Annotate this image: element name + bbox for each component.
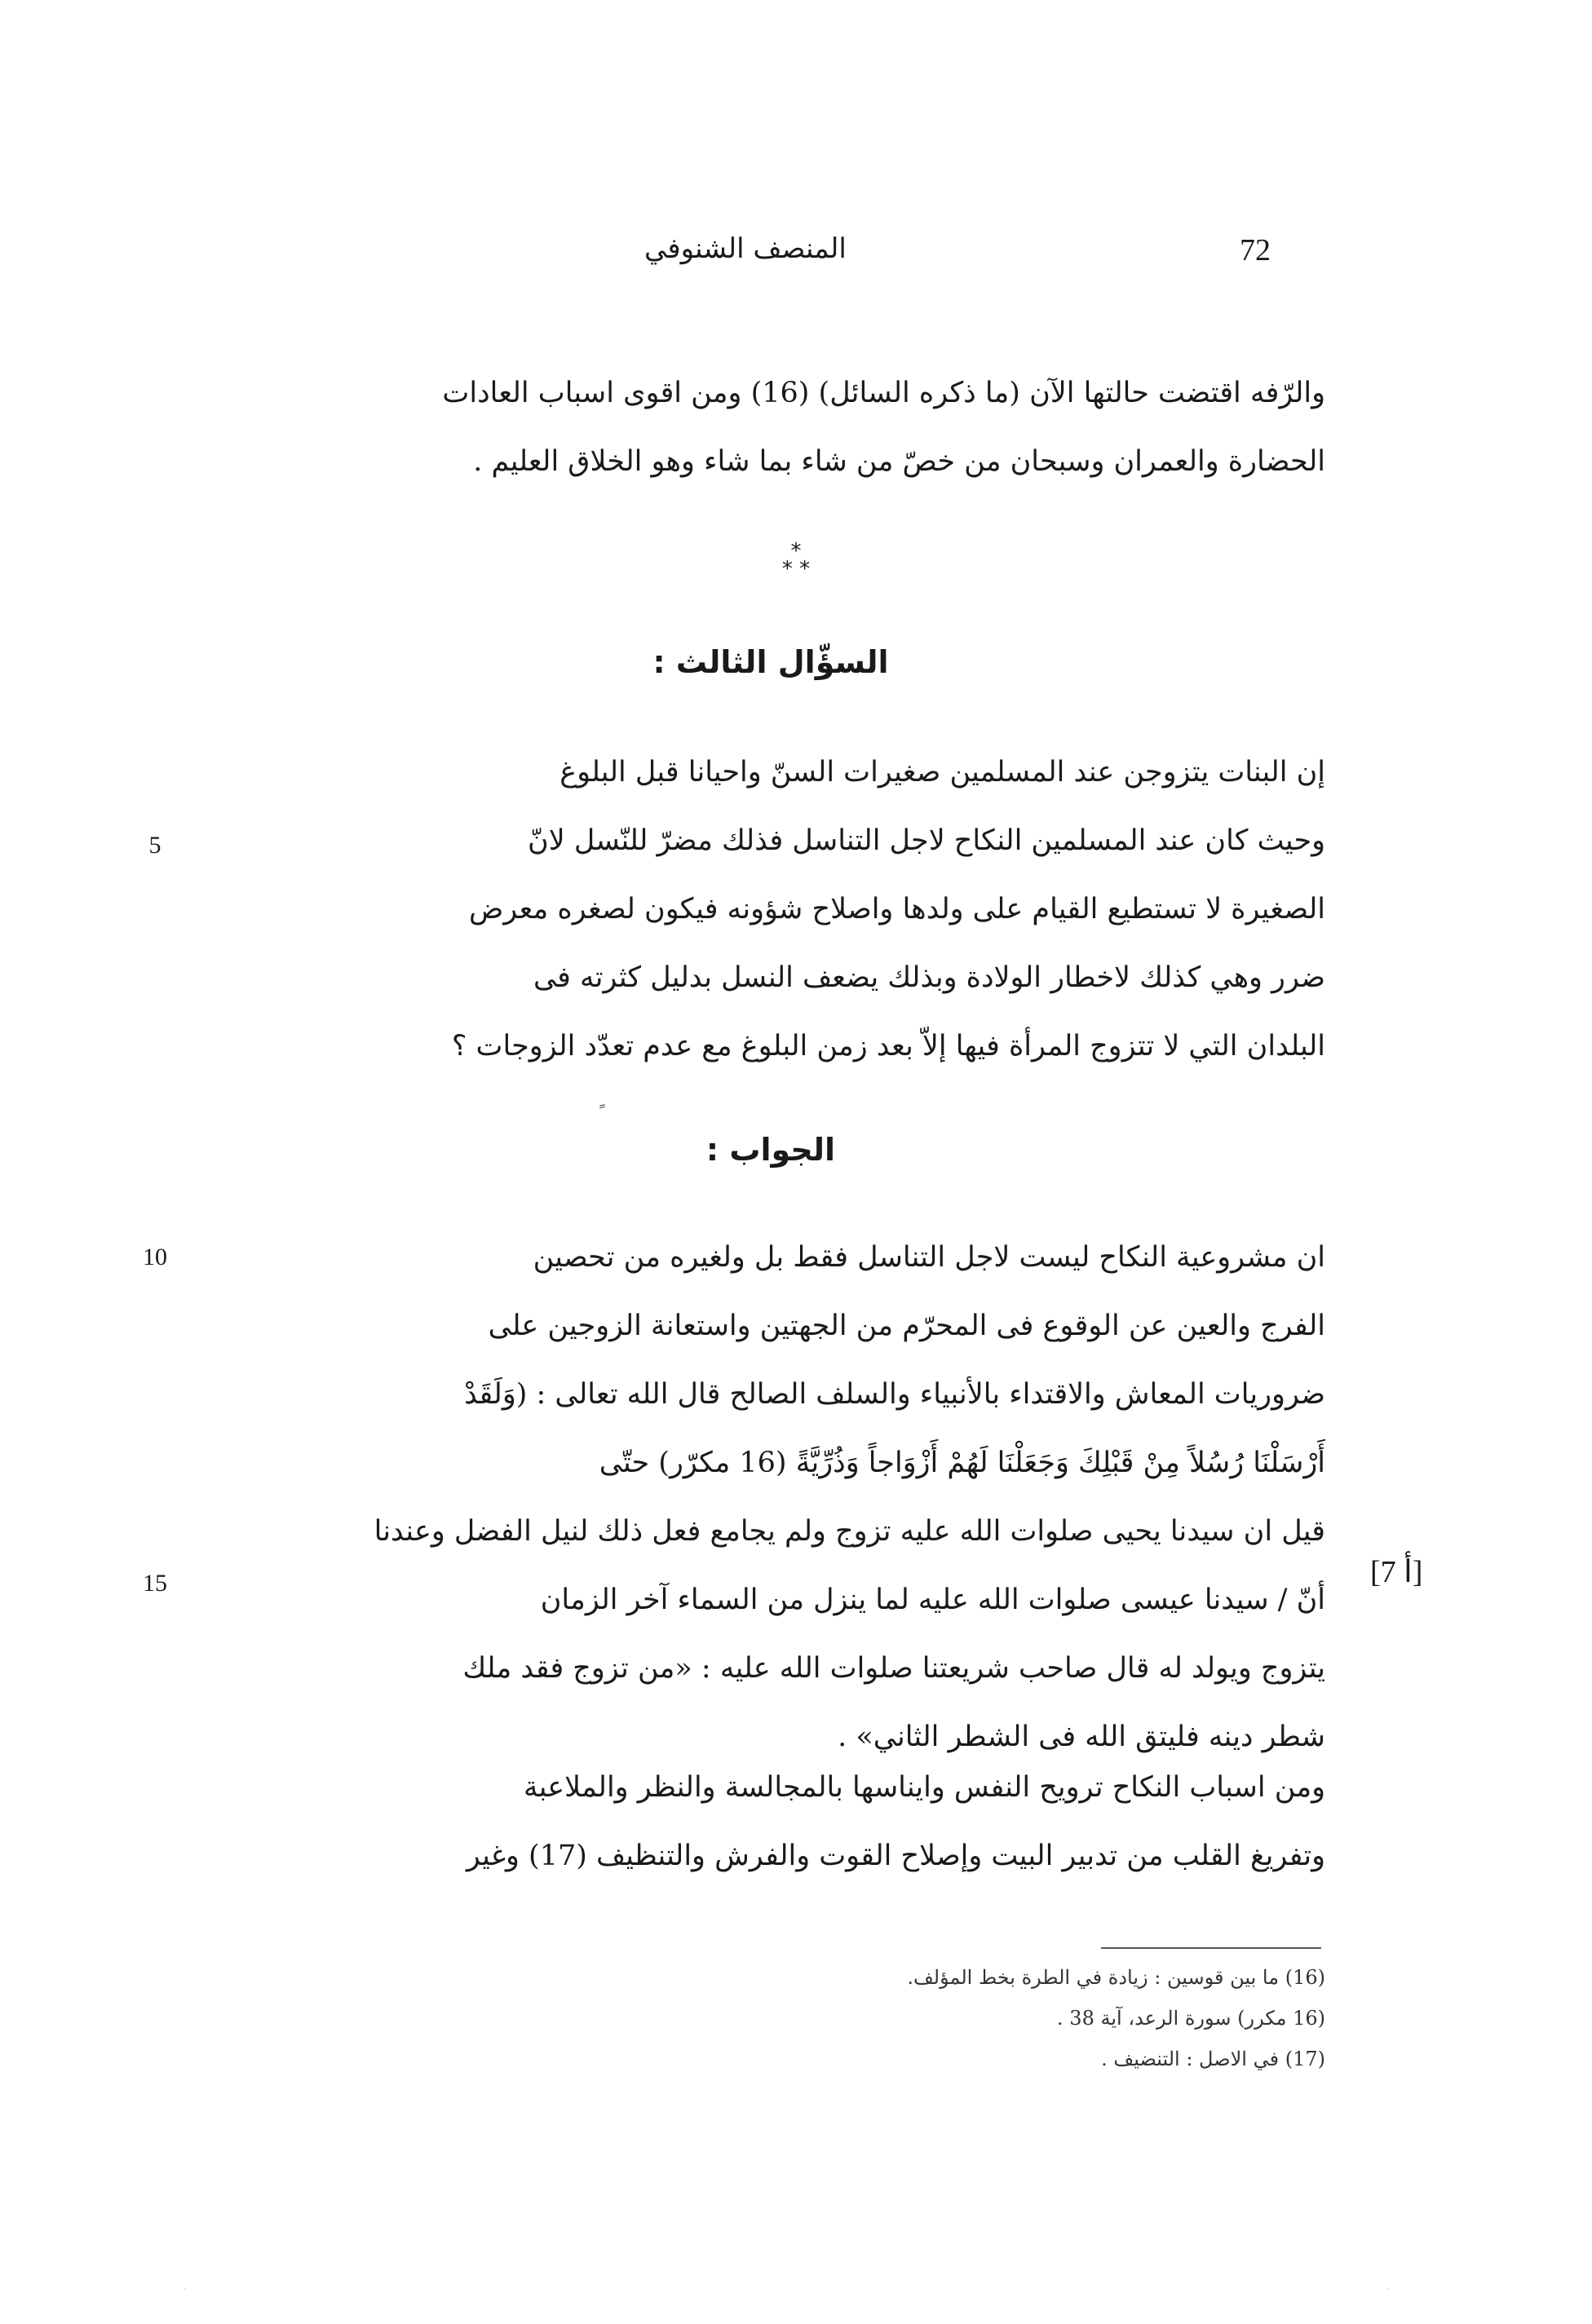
footnote: (16) ما بين قوسين : زيادة في الطرة بخط المؤلف. bbox=[907, 1966, 1325, 1989]
running-header-title: المنصف الشنوفي bbox=[644, 232, 847, 265]
text-line: أنّ / سيدنا عيسى صلوات الله عليه لما ينزل من السماء آخر الزمان bbox=[540, 1584, 1325, 1616]
asterism-separator bbox=[0, 539, 1592, 581]
text-line: الصغيرة لا تستطيع القيام على ولدها واصلاح شؤونه فيكون لصغره معرض bbox=[468, 893, 1325, 926]
scan-corner-mark: · bbox=[184, 2283, 188, 2296]
text-line: شطر دينه فليتق الله فى الشطر الثاني» . bbox=[838, 1721, 1325, 1753]
answer-paragraph bbox=[216, 1223, 1325, 1771]
text-line: أَرْسَلْنَا رُسُلاً مِنْ قَبْلِكَ وَجَعَلْنَا لَهُمْ أَزْوَاجاً وَذُرِّيَّةً (16 مكرّر) حتّى bbox=[599, 1447, 1325, 1479]
line-number-5: 5 bbox=[148, 832, 161, 859]
text-line: ومن اسباب النكاح ترويح النفس وايناسها بالمجالسة والنظر والملاعبة bbox=[523, 1771, 1325, 1804]
folio-marker: [7 أ] bbox=[1370, 1555, 1423, 1589]
text-line: وتفريغ القلب من تدبير البيت وإصلاح القوت والفرش والتنظيف (17) وغير bbox=[466, 1840, 1325, 1872]
question-heading: السؤّال الثالث : bbox=[652, 644, 889, 680]
footnote: (17) في الاصل : التنضيف . bbox=[1101, 2048, 1325, 2070]
text-line: وحيث كان عند المسلمين النكاح لاجل التناسل فذلك مضرّ للنّسل لانّ bbox=[528, 824, 1325, 857]
text-line: ضروريات المعاش والاقتداء بالأنبياء والسلف الصالح قال الله تعالى : (وَلَقَدْ bbox=[464, 1378, 1325, 1411]
text-line: إن البنات يتزوجن عند المسلمين صغيرات السنّ واحيانا قبل البلوغ bbox=[559, 756, 1325, 789]
footnote-divider bbox=[1101, 1947, 1321, 1949]
asterism-top: * bbox=[790, 539, 802, 563]
text-line: ان مشروعية النكاح ليست لاجل التناسل فقط بل ولغيره من تحصين bbox=[533, 1241, 1325, 1274]
intro-paragraph bbox=[216, 359, 1325, 496]
text-line: الحضارة والعمران وسبحان من خصّ من شاء بما شاء وهو الخلاق العليم . bbox=[473, 445, 1325, 478]
question-paragraph bbox=[216, 738, 1325, 1080]
text-line: ضرر وهي كذلك لاخطار الولادة وبذلك يضعف النسل بدليل كثرته فى bbox=[533, 961, 1325, 994]
footnotes bbox=[216, 1957, 1325, 2079]
text-line: قيل ان سيدنا يحيى صلوات الله عليه تزوج ولم يجامع فعل ذلك لنيل الفضل وعندنا bbox=[374, 1515, 1325, 1548]
scan-corner-mark: · bbox=[1386, 2283, 1391, 2296]
text-line: يتزوج ويولد له قال صاحب شريعتنا صلوات الله عليه : «من تزوج فقد ملك bbox=[462, 1652, 1325, 1685]
text-line: والرّفه اقتضت حالتها الآن (ما ذكره السائل) (16) ومن اقوى اسباب العادات bbox=[442, 377, 1325, 409]
footnote: (16 مكرر) سورة الرعد، آية 38 . bbox=[1057, 2007, 1325, 2030]
asterism-bottom: * * bbox=[781, 557, 811, 581]
text-line: الفرج والعين عن الوقوع فى المحرّم من الجهتين واستعانة الزوجين على bbox=[488, 1310, 1325, 1342]
line-number-10: 10 bbox=[143, 1244, 167, 1270]
final-paragraph bbox=[216, 1753, 1325, 1890]
line-number-15: 15 bbox=[143, 1570, 167, 1597]
answer-heading: الجواب : bbox=[705, 1132, 836, 1168]
text-line: البلدان التي لا تتزوج المرأة فيها إلاّ بعد زمن البلوغ مع عدم تعدّد الزوجات ؟ bbox=[451, 1030, 1325, 1063]
page-number: 72 bbox=[1240, 233, 1271, 267]
